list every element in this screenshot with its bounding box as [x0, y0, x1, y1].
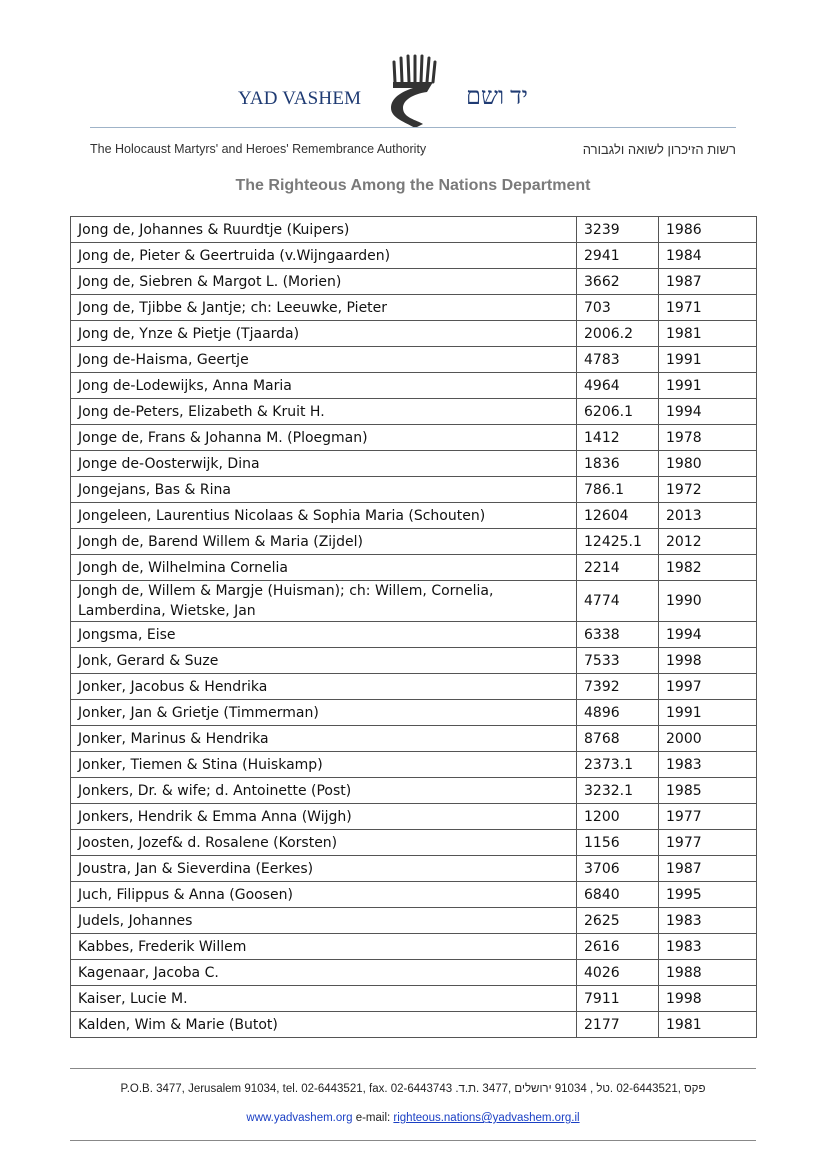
file-number-cell: 1412: [577, 425, 659, 451]
name-cell: Jong de, Tjibbe & Jantje; ch: Leeuwke, Pieter: [71, 295, 577, 321]
year-cell: 1997: [659, 674, 757, 700]
name-cell: Jongh de, Barend Willem & Maria (Zijdel): [71, 529, 577, 555]
name-cell: Jongejans, Bas & Rina: [71, 477, 577, 503]
year-cell: 1981: [659, 321, 757, 347]
name-cell: Kaiser, Lucie M.: [71, 986, 577, 1012]
table-row: [71, 321, 757, 347]
file-number-cell: 6206.1: [577, 399, 659, 425]
name-cell: Jonker, Jan & Grietje (Timmerman): [71, 700, 577, 726]
year-cell: 1972: [659, 477, 757, 503]
table-row: [71, 425, 757, 451]
footer-divider-bottom: [70, 1140, 756, 1141]
name-cell: Juch, Filippus & Anna (Goosen): [71, 882, 577, 908]
year-cell: 1986: [659, 217, 757, 243]
year-cell: 1994: [659, 399, 757, 425]
table-row: [71, 1012, 757, 1038]
name-cell: Jonker, Tiemen & Stina (Huiskamp): [71, 752, 577, 778]
file-number-cell: 1156: [577, 830, 659, 856]
email-link[interactable]: righteous.nations@yadvashem.org.il: [393, 1112, 580, 1124]
name-cell: Jong de, Pieter & Geertruida (v.Wijngaarden): [71, 243, 577, 269]
file-number-cell: 6338: [577, 622, 659, 648]
table-row: [71, 581, 757, 622]
name-cell: Jong de, Johannes & Ruurdtje (Kuipers): [71, 217, 577, 243]
year-cell: 1980: [659, 451, 757, 477]
table-row: [71, 477, 757, 503]
name-cell: Jongh de, Willem & Margje (Huisman); ch: Willem, Cornelia, Lamberdina, Wietske, Jan: [71, 581, 577, 622]
file-number-cell: 2373.1: [577, 752, 659, 778]
file-number-cell: 7911: [577, 986, 659, 1012]
table-row: [71, 830, 757, 856]
year-cell: 1982: [659, 555, 757, 581]
table-row: [71, 529, 757, 555]
department-title: The Righteous Among the Nations Department: [235, 177, 591, 194]
file-number-cell: 6840: [577, 882, 659, 908]
yad-vashem-logo-icon: [385, 52, 441, 132]
year-cell: 1987: [659, 269, 757, 295]
table-row: [71, 503, 757, 529]
table-row: [71, 778, 757, 804]
file-number-cell: 12425.1: [577, 529, 659, 555]
table-row: [71, 856, 757, 882]
table-row: [71, 217, 757, 243]
year-cell: 2000: [659, 726, 757, 752]
table-row: [71, 804, 757, 830]
table-row: [71, 752, 757, 778]
file-number-cell: 3232.1: [577, 778, 659, 804]
name-cell: Jonk, Gerard & Suze: [71, 648, 577, 674]
authority-english: The Holocaust Martyrs' and Heroes' Remembrance Authority: [90, 142, 427, 156]
year-cell: 2012: [659, 529, 757, 555]
year-cell: 1991: [659, 347, 757, 373]
file-number-cell: 786.1: [577, 477, 659, 503]
year-cell: 1987: [659, 856, 757, 882]
name-cell: Jongeleen, Laurentius Nicolaas & Sophia Maria (Schouten): [71, 503, 577, 529]
table-row: [71, 295, 757, 321]
name-cell: Jong de-Peters, Elizabeth & Kruit H.: [71, 399, 577, 425]
name-cell: Jongh de, Wilhelmina Cornelia: [71, 555, 577, 581]
table-row: [71, 986, 757, 1012]
name-cell: Jonge de, Frans & Johanna M. (Ploegman): [71, 425, 577, 451]
file-number-cell: 7392: [577, 674, 659, 700]
year-cell: 1977: [659, 830, 757, 856]
table-row: [71, 243, 757, 269]
year-cell: 2013: [659, 503, 757, 529]
table-row: [71, 726, 757, 752]
table-row: [71, 399, 757, 425]
table-row: [71, 648, 757, 674]
name-cell: Jonkers, Dr. & wife; d. Antoinette (Post): [71, 778, 577, 804]
file-number-cell: 1200: [577, 804, 659, 830]
name-cell: Jonker, Jacobus & Hendrika: [71, 674, 577, 700]
year-cell: 1995: [659, 882, 757, 908]
year-cell: 1994: [659, 622, 757, 648]
file-number-cell: 2177: [577, 1012, 659, 1038]
table-row: [71, 934, 757, 960]
year-cell: 1978: [659, 425, 757, 451]
year-cell: 1991: [659, 373, 757, 399]
name-cell: Jong de, Siebren & Margot L. (Morien): [71, 269, 577, 295]
org-name-hebrew: יד ושם: [466, 84, 528, 110]
year-cell: 1983: [659, 752, 757, 778]
file-number-cell: 3662: [577, 269, 659, 295]
righteous-table: [70, 216, 757, 1038]
table-row: [71, 269, 757, 295]
year-cell: 1984: [659, 243, 757, 269]
website-link[interactable]: www.yadvashem.org: [246, 1112, 353, 1124]
name-cell: Judels, Johannes: [71, 908, 577, 934]
table-body: [71, 217, 757, 1038]
footer-address: P.O.B. 3477, Jerusalem 91034, tel. 02-6443521, fax. 02-6443743 .פקס ,02-6443521 .טל , 91034 ירושלים ,3477 .ת.ד: [120, 1083, 706, 1095]
file-number-cell: 2006.2: [577, 321, 659, 347]
name-cell: Jonkers, Hendrik & Emma Anna (Wijgh): [71, 804, 577, 830]
name-cell: Kagenaar, Jacoba C.: [71, 960, 577, 986]
letterhead: [0, 0, 826, 210]
file-number-cell: 2941: [577, 243, 659, 269]
year-cell: 1971: [659, 295, 757, 321]
table-row: [71, 882, 757, 908]
year-cell: 1983: [659, 908, 757, 934]
footer-divider-top: [70, 1068, 756, 1069]
name-cell: Jong de, Ynze & Pietje (Tjaarda): [71, 321, 577, 347]
file-number-cell: 703: [577, 295, 659, 321]
table-row: [71, 451, 757, 477]
year-cell: 1991: [659, 700, 757, 726]
name-cell: Joustra, Jan & Sieverdina (Eerkes): [71, 856, 577, 882]
name-cell: Jongsma, Eise: [71, 622, 577, 648]
year-cell: 1988: [659, 960, 757, 986]
year-cell: 1998: [659, 648, 757, 674]
table-row: [71, 908, 757, 934]
table-row: [71, 700, 757, 726]
org-name-english: YAD VASHEM: [238, 88, 362, 109]
year-cell: 1977: [659, 804, 757, 830]
table-row: [71, 622, 757, 648]
file-number-cell: 2214: [577, 555, 659, 581]
file-number-cell: 2625: [577, 908, 659, 934]
file-number-cell: 4783: [577, 347, 659, 373]
file-number-cell: 7533: [577, 648, 659, 674]
footer-contact: [0, 1112, 826, 1124]
table-row: [71, 373, 757, 399]
header-divider: [90, 127, 736, 128]
year-cell: 1985: [659, 778, 757, 804]
table-row: [71, 960, 757, 986]
year-cell: 1983: [659, 934, 757, 960]
year-cell: 1990: [659, 581, 757, 622]
file-number-cell: 12604: [577, 503, 659, 529]
year-cell: 1981: [659, 1012, 757, 1038]
name-cell: Jonker, Marinus & Hendrika: [71, 726, 577, 752]
name-cell: Jong de-Haisma, Geertje: [71, 347, 577, 373]
year-cell: 1998: [659, 986, 757, 1012]
authority-hebrew: רשות הזיכרון לשואה ולגבורה: [582, 142, 736, 157]
name-cell: Kalden, Wim & Marie (Butot): [71, 1012, 577, 1038]
name-cell: Jong de-Lodewijks, Anna Maria: [71, 373, 577, 399]
file-number-cell: 8768: [577, 726, 659, 752]
table-row: [71, 674, 757, 700]
email-label: e-mail:: [352, 1112, 394, 1124]
file-number-cell: 4026: [577, 960, 659, 986]
table-row: [71, 347, 757, 373]
name-cell: Kabbes, Frederik Willem: [71, 934, 577, 960]
file-number-cell: 2616: [577, 934, 659, 960]
file-number-cell: 3706: [577, 856, 659, 882]
name-cell: Joosten, Jozef& d. Rosalene (Korsten): [71, 830, 577, 856]
file-number-cell: 4896: [577, 700, 659, 726]
authority-line: [90, 142, 736, 157]
table-row: [71, 555, 757, 581]
file-number-cell: 4964: [577, 373, 659, 399]
file-number-cell: 1836: [577, 451, 659, 477]
name-cell: Jonge de-Oosterwijk, Dina: [71, 451, 577, 477]
file-number-cell: 4774: [577, 581, 659, 622]
file-number-cell: 3239: [577, 217, 659, 243]
